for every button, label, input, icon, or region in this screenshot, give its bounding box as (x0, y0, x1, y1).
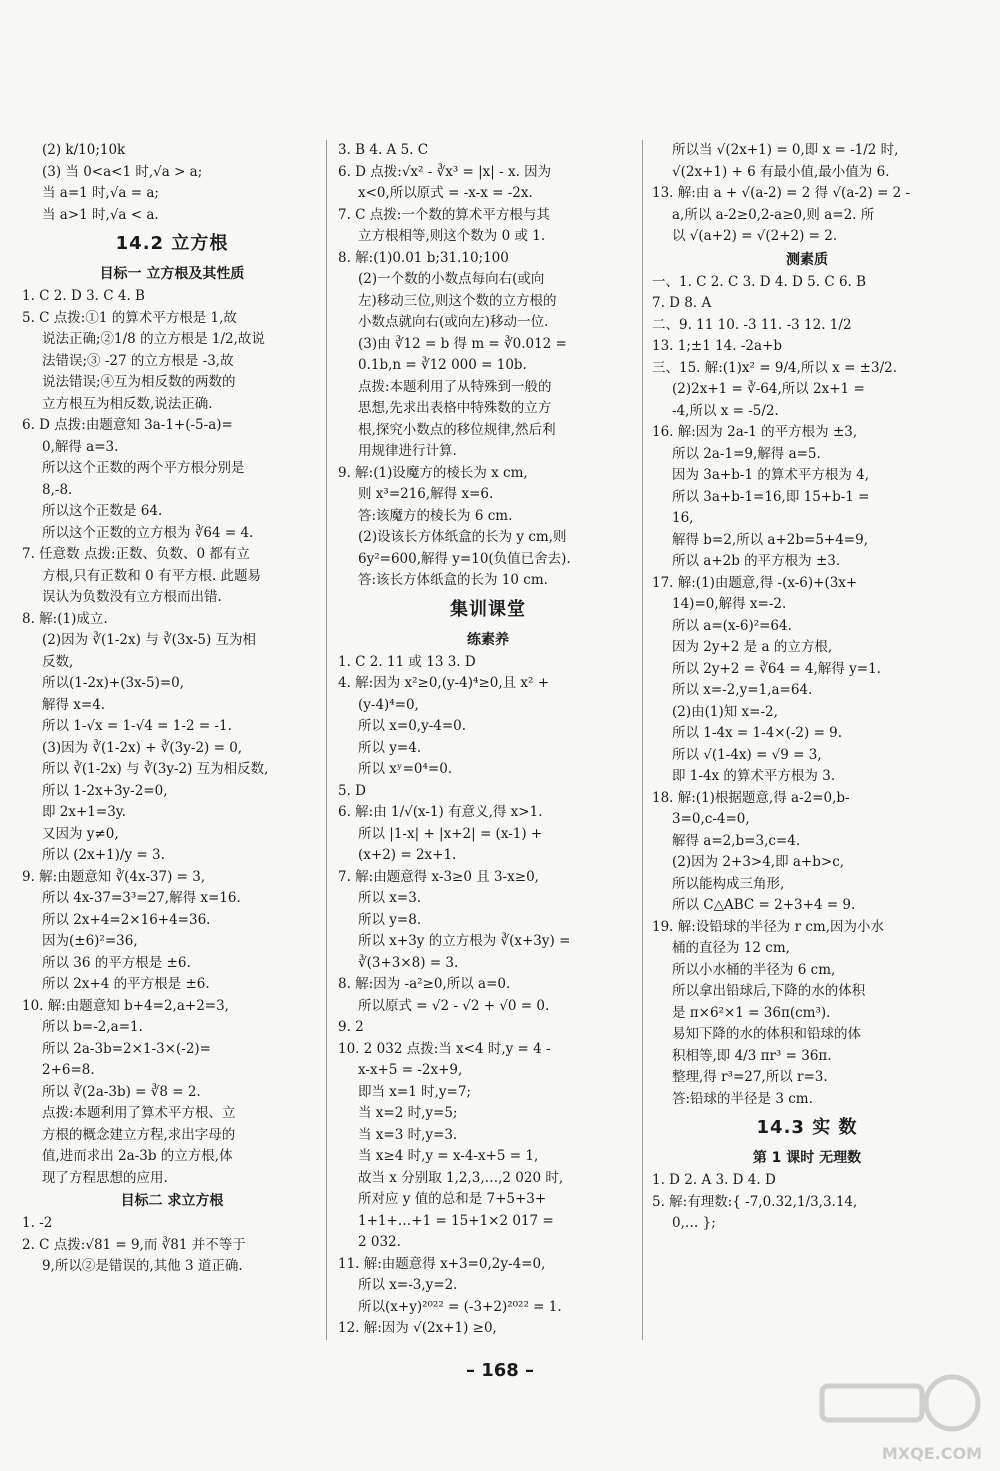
answer-line: 1. C 2. D 3. C 4. B (22, 288, 145, 304)
answer-line: (2) k/10;10k (42, 142, 126, 158)
section-heading: 14.3 实 数 (756, 1117, 858, 1138)
answer-line: 所以原式 = √2 - √2 + √0 = 0. (358, 997, 550, 1014)
answer-line: √(2x+1) + 6 有最小值,最小值为 6. (672, 163, 890, 180)
answer-line: 6y²=600,解得 y=10(负值已舍去). (358, 550, 571, 567)
answer-line: 6. D 点拨:由题意知 3a-1+(-5-a)= (22, 417, 233, 433)
answer-line: 所以 1-2x+3y-2=0, (42, 782, 168, 799)
subsection-heading: 目标一 立方根及其性质 (99, 266, 245, 282)
answer-line: 故当 x 分别取 1,2,3,…,2 020 时, (358, 1169, 564, 1186)
answer-column-1 (22, 140, 322, 1278)
answer-line: 所以 y=4. (358, 739, 422, 756)
answer-line: 答:该长方体纸盒的长为 10 cm. (358, 572, 548, 588)
answer-line: 9. 解:(1)设魔方的棱长为 x cm, (338, 464, 528, 481)
answer-line: 二、9. 11 10. -3 11. -3 12. 1/2 (652, 316, 852, 333)
answer-line: 8. 解:(1)成立. (22, 610, 108, 627)
answer-line: 13. 1;±1 14. -2a+b (652, 338, 783, 354)
answer-line: 5. D (338, 782, 366, 799)
answer-line: 所以这个正数是 64. (42, 503, 163, 519)
answer-line: 7. 解:由题意得 x-3≥0 且 3-x≥0, (338, 868, 539, 885)
answer-line: 所以(1-2x)+(3x-5)=0, (42, 675, 185, 691)
answer-line: 现了方程思想的应用. (42, 1169, 168, 1186)
answer-line: 所以 2y+2 = ∛64 = 4,解得 y=1. (672, 660, 881, 677)
answer-line: 9,所以②是错误的,其他 3 道正确. (42, 1258, 243, 1274)
watermark-icon (812, 1368, 982, 1438)
answer-line: 当 a>1 时,√a < a. (42, 206, 159, 223)
answer-line: 所以 ∛(1-2x) 与 ∛(3y-2) 互为相反数, (42, 761, 269, 777)
answer-line: 所对应 y 值的总和是 7+5+3+ (358, 1191, 547, 1207)
answer-line: 所以拿出铅球后,下降的水的体积 (672, 983, 866, 999)
answer-line: 一、1. C 2. C 3. D 4. D 5. C 6. B (652, 273, 867, 290)
answer-line: 所以 b=-2,a=1. (42, 1019, 143, 1035)
answer-line: 9. 解:由题意知 ∛(4x-37) = 3, (22, 868, 206, 885)
answer-column-2 (338, 140, 638, 1340)
answer-line: 即 1-4x 的算术平方根为 3. (672, 768, 836, 784)
answer-line: 左)移动三位,则这个数的立方根的 (358, 292, 557, 309)
answer-line: 答:铅球的半径是 3 cm. (672, 1090, 813, 1107)
subsection-heading: 测素质 (786, 251, 828, 268)
answer-line: 值,进而求出 2a-3b 的立方根,体 (42, 1148, 233, 1164)
answer-line: 误认为负数没有立方根而出错. (42, 589, 222, 605)
answer-line: 所以能构成三角形, (672, 875, 785, 892)
answer-line: 反数, (42, 653, 74, 670)
answer-line: (x+2) = 2x+1. (358, 847, 457, 863)
answer-line: 7. D 8. A (652, 295, 712, 311)
watermark-text: MXQE.COM (881, 1444, 982, 1463)
answer-line: 0.1b,n = ∛12 000 = 10b. (358, 357, 527, 373)
answer-line: 10. 解:由题意知 b+4=2,a+2=3, (22, 997, 229, 1014)
answer-line: (3)因为 ∛(1-2x) + ∛(3y-2) = 0, (42, 739, 243, 756)
answer-line: 易知下降的水的体积和铅球的体 (672, 1026, 861, 1042)
answer-line: 所以 (2x+1)/y = 3. (42, 847, 165, 863)
answer-line: (2)设该长方体纸盒的长为 y cm,则 (358, 529, 567, 545)
answer-line: 所以 1-4x = 1-4×(-2) = 9. (672, 725, 843, 741)
answer-line: x<0,所以原式 = -x-x = -2x. (358, 185, 533, 201)
answer-line: 2+6=8. (42, 1062, 95, 1078)
answer-line: 所以小水桶的半径为 6 cm, (672, 961, 836, 978)
answer-line: (2)一个数的小数点每向右(或向 (358, 271, 545, 287)
answer-column-3 (652, 140, 962, 1235)
answer-line: 所以 x=3. (358, 890, 422, 906)
answer-line: 积相等,即 4/3 πr³ = 36π. (672, 1047, 832, 1064)
answer-line: 18. 解:(1)根据题意,得 a-2=0,b- (652, 789, 850, 806)
answer-line: 方根的概念建立方程,求出字母的 (42, 1126, 236, 1143)
page-number: – 168 – (465, 1360, 535, 1381)
subsection-heading: 练素养 (467, 631, 509, 648)
answer-line: 因为 2y+2 是 a 的立方根, (672, 639, 833, 655)
answer-line: ∛(3+3×8) = 3. (358, 954, 459, 971)
answer-line: 所以 x=-2,y=1,a=64. (672, 682, 813, 698)
answer-line: 1. C 2. 11 或 13 3. D (338, 653, 476, 670)
answer-line: 5. 解:有理数:{ -7,0.32,1/3,3.14, (652, 1193, 858, 1210)
answer-line: 16, (672, 510, 694, 526)
answer-line: 6. D 点拨:√x² - ∛x³ = |x| - x. 因为 (338, 163, 552, 180)
subsection-heading: 第 1 课时 无理数 (752, 1150, 862, 1166)
answer-line: 解得 b=2,所以 a+2b=5+4=9, (672, 531, 869, 548)
column-divider (642, 140, 643, 1340)
answer-line: 11. 解:由题意得 x+3=0,2y-4=0, (338, 1255, 546, 1272)
answer-line: 所以这个正数的立方根为 ∛64 = 4. (42, 524, 254, 541)
answer-line: 当 x≥4 时,y = x-4-x+5 = 1, (358, 1148, 539, 1164)
answer-line: 5. C 点拨:①1 的算术平方根是 1,故 (22, 309, 237, 326)
answer-line: (3)由 ∛12 = b 得 m = ∛0.012 = (358, 335, 567, 352)
answer-line: 所以 x=0,y-4=0. (358, 718, 467, 734)
answer-line: x-x+5 = -2x+9, (358, 1062, 463, 1078)
answer-line: 2. C 点拨:√81 = 9,而 ∛81 并不等于 (22, 1236, 246, 1253)
answer-line: 所以 36 的平方根是 ±6. (42, 954, 191, 971)
answer-line: 所以 y=8. (358, 911, 422, 928)
answer-line: 所以 |1-x| + |x+2| = (x-1) + (358, 825, 543, 842)
answer-line: 7. 任意数 点拨:正数、负数、0 都有立 (22, 546, 250, 562)
section-heading: 集训课堂 (450, 598, 526, 620)
answer-line: 当 x=3 时,y=3. (358, 1126, 458, 1143)
answer-line: 4. 解:因为 x²≥0,(y-4)⁴≥0,且 x² + (338, 675, 550, 691)
watermark-logo (812, 1368, 982, 1463)
answer-line: 答:该魔方的棱长为 6 cm. (358, 507, 513, 524)
answer-line: 所以 a=(x-6)²=64. (672, 617, 792, 634)
answer-line: 0,… }; (672, 1215, 716, 1231)
answer-line: 10. 2 032 点拨:当 x<4 时,y = 4 - (338, 1040, 551, 1057)
answer-line: 用规律进行计算. (358, 443, 457, 459)
answer-line: 思想,先求出表格中特殊数的立方 (358, 400, 552, 416)
answer-line: 所以 ∛(2a-3b) = ∛8 = 2. (42, 1083, 201, 1100)
answer-line: 所以 2x+4 的平方根是 ±6. (42, 976, 210, 992)
answer-line: 根,探究小数点的移位规律,然后利 (358, 421, 556, 438)
answer-line: 16. 解:因为 2a-1 的平方根为 ±3, (652, 424, 858, 440)
answer-line: 14)=0,解得 x=-2. (672, 596, 787, 612)
answer-line: (2)2x+1 = ∛-64,所以 2x+1 = (672, 381, 865, 397)
answer-line: 点拨:本题利用了算术平方根、立 (42, 1105, 236, 1121)
answer-line: 当 a=1 时,√a = a; (42, 185, 159, 201)
answer-line: (2)由(1)知 x=-2, (672, 703, 778, 720)
answer-line: (y-4)⁴=0, (358, 696, 419, 713)
answer-line: (3) 当 0<a<1 时,√a > a; (42, 163, 203, 180)
answer-line: 所以 2a-1=9,解得 a=5. (672, 445, 821, 462)
answer-line: 立方根互为相反数,说法正确. (42, 395, 213, 412)
answer-line: 所以 √(1-4x) = √9 = 3, (672, 746, 822, 763)
answer-line: 即当 x=1 时,y=7; (358, 1083, 471, 1100)
answer-line: 6. 解:由 1/√(x-1) 有意义,得 x>1. (338, 804, 543, 820)
answer-line: 17. 解:(1)由题意,得 -(x-6)+(3x+ (652, 574, 858, 591)
answer-line: 小数点就向右(或向左)移动一位. (358, 314, 549, 330)
answer-line: 则 x³=216,解得 x=6. (358, 486, 494, 502)
answer-line: 所以 xʸ=0⁴=0. (358, 761, 453, 777)
answer-line: 法错误;③ -27 的立方根是 -3,故 (42, 352, 234, 369)
section-heading: 14.2 立方根 (115, 233, 229, 254)
answer-line: 所以 1-√x = 1-√4 = 1-2 = -1. (42, 718, 232, 734)
answer-line: 桶的直径为 12 cm, (672, 940, 790, 956)
answer-line: 所以 C△ABC = 2+3+4 = 9. (672, 897, 856, 913)
answer-line: 13. 解:由 a + √(a-2) = 2 得 √(a-2) = 2 - (652, 185, 911, 201)
answer-line: 因为 3a+b-1 的算术平方根为 4, (672, 467, 869, 483)
answer-line: 7. C 点拨:一个数的算术平方根与其 (338, 206, 550, 223)
answer-line: 是 π×6²×1 = 36π(cm³). (672, 1004, 831, 1021)
answer-line: 1. D 2. A 3. D 4. D (652, 1172, 776, 1188)
answer-line: 3=0,c-4=0, (672, 811, 750, 827)
answer-line: 当 x=2 时,y=5; (358, 1105, 458, 1121)
answer-line: 说法正确;②1/8 的立方根是 1/2,故说 (42, 331, 265, 347)
answer-line: 3. B 4. A 5. C (338, 142, 429, 158)
answer-line: 所以 a+2b 的平方根为 ±3. (672, 553, 841, 569)
column-divider (326, 140, 327, 1340)
answer-line: 所以(x+y)²⁰²² = (-3+2)²⁰²² = 1. (358, 1298, 562, 1315)
subsection-heading: 目标二 求立方根 (120, 1193, 224, 1209)
answer-line: 1. -2 (22, 1215, 53, 1231)
answer-line: 说法错误;④互为相反数的两数的 (42, 374, 236, 390)
answer-line: 2 032. (358, 1234, 401, 1250)
answer-line: 以 √(a+2) = √(2+2) = 2. (672, 228, 838, 244)
answer-line: 0,解得 a=3. (42, 438, 119, 455)
answer-line: 立方根相等,则这个数为 0 或 1. (358, 228, 546, 244)
answer-line: (2)因为 2+3>4,即 a+b>c, (672, 854, 845, 870)
answer-line: 8. 解:因为 -a²≥0,所以 a=0. (338, 976, 511, 992)
answer-line: 因为(±6)²=36, (42, 933, 138, 949)
answer-line: 所以 x=-3,y=2. (358, 1277, 458, 1293)
answer-line: 19. 解:设铅球的半径为 r cm,因为小水 (652, 918, 884, 935)
answer-line: 1+1+…+1 = 15+1×2 017 = (358, 1212, 554, 1229)
answer-line: 所以 2a-3b=2×1-3×(-2)= (42, 1040, 211, 1057)
answer-line: 8,-8. (42, 481, 73, 498)
answer-line: 所以这个正数的两个平方根分别是 (42, 460, 245, 476)
answer-line: 即 2x+1=3y. (42, 804, 126, 820)
answer-line: 所以 3a+b-1=16,即 15+b-1 = (672, 488, 870, 505)
answer-line: -4,所以 x = -5/2. (672, 402, 779, 419)
answer-line: 9. 2 (338, 1019, 364, 1035)
answer-line: a,所以 a-2≥0,2-a≥0,则 a=2. 所 (672, 206, 875, 223)
answer-line: 又因为 y≠0, (42, 825, 119, 842)
answer-line: 整理,得 r³=27,所以 r=3. (672, 1069, 828, 1085)
answer-line: 12. 解:因为 √(2x+1) ≥0, (338, 1320, 497, 1336)
answer-line: 方根,只有正数和 0 有平方根. 此题易 (42, 567, 262, 584)
answer-line: 三、15. 解:(1)x² = 9/4,所以 x = ±3/2. (652, 359, 897, 376)
answer-line: 点拨:本题利用了从特殊到一般的 (358, 378, 552, 395)
answer-line: 所以 2x+4=2×16+4=36. (42, 911, 211, 928)
answer-line: 8. 解:(1)0.01 b;31.10;100 (338, 249, 509, 266)
answer-line: 解得 a=2,b=3,c=4. (672, 832, 801, 849)
answer-line: 解得 x=4. (42, 696, 106, 713)
answer-line: 所以 4x-37=3³=27,解得 x=16. (42, 890, 241, 906)
answer-line: 所以 x+3y 的立方根为 ∛(x+3y) = (358, 933, 571, 949)
answer-line: (2)因为 ∛(1-2x) 与 ∛(3x-5) 互为相 (42, 632, 257, 648)
answer-line: 所以当 √(2x+1) = 0,即 x = -1/2 时, (672, 142, 899, 158)
